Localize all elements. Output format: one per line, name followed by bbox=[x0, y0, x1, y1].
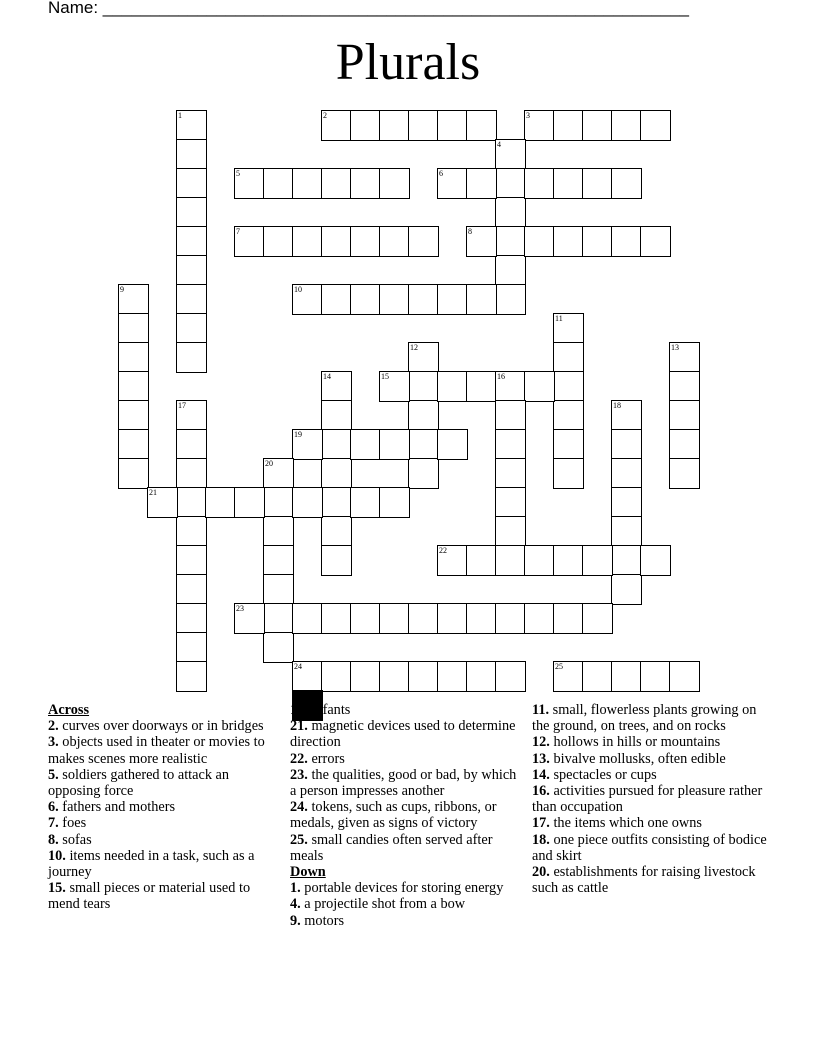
grid-cell[interactable] bbox=[553, 429, 584, 460]
clue-item: 16. activities pursued for pleasure rather than occupation bbox=[532, 783, 763, 816]
grid-cell[interactable] bbox=[321, 284, 352, 315]
grid-cell[interactable] bbox=[466, 603, 497, 634]
clue-item: 6. fathers and mothers bbox=[48, 799, 176, 816]
grid-cell[interactable] bbox=[176, 429, 207, 460]
grid-cell[interactable] bbox=[495, 226, 526, 257]
grid-cell[interactable] bbox=[640, 110, 671, 141]
clue-number: 20 bbox=[265, 459, 273, 468]
grid-cell[interactable] bbox=[611, 661, 642, 692]
grid-cell[interactable] bbox=[611, 226, 642, 257]
clue-item: 25. small candies often served after meals bbox=[290, 831, 493, 864]
grid-cell[interactable] bbox=[408, 371, 439, 402]
grid-cell[interactable] bbox=[350, 487, 381, 518]
clue-item: 4. a projectile shot from a bow bbox=[290, 896, 466, 913]
grid-cell[interactable] bbox=[321, 516, 352, 547]
clue-item: 1. portable devices for storing energy bbox=[290, 880, 504, 897]
clue-number: 7 bbox=[236, 227, 240, 236]
grid-cell[interactable] bbox=[176, 603, 207, 634]
grid-cell[interactable] bbox=[408, 429, 439, 460]
grid-cell[interactable] bbox=[669, 371, 700, 402]
clue-number: 12 bbox=[410, 343, 418, 352]
grid-cell[interactable] bbox=[495, 661, 526, 692]
grid-cell[interactable] bbox=[495, 197, 526, 228]
grid-cell[interactable] bbox=[379, 429, 410, 460]
grid-cell[interactable] bbox=[437, 371, 468, 402]
clue-item: 20. establishments for raising livestock such as cattle bbox=[532, 864, 756, 897]
clue-item: 12. hollows in hills or mountains bbox=[532, 734, 721, 751]
grid-cell[interactable] bbox=[408, 661, 439, 692]
grid-cell[interactable] bbox=[524, 371, 555, 402]
grid-cell[interactable] bbox=[582, 603, 613, 634]
clue-item: 22. errors bbox=[290, 750, 345, 767]
grid-cell[interactable] bbox=[495, 429, 526, 460]
clue-number: 3 bbox=[526, 111, 530, 120]
clue-number: 2 bbox=[323, 111, 327, 120]
grid-cell[interactable] bbox=[176, 516, 207, 547]
clue-number: 4 bbox=[497, 140, 501, 149]
grid-cell[interactable] bbox=[176, 632, 207, 663]
clue-item: 14. spectacles or cups bbox=[532, 766, 657, 783]
grid-cell[interactable] bbox=[553, 168, 584, 199]
grid-cell[interactable] bbox=[118, 400, 149, 431]
grid-cell[interactable] bbox=[379, 110, 410, 141]
grid-cell[interactable] bbox=[466, 545, 497, 576]
grid-cell[interactable] bbox=[524, 168, 555, 199]
clue-number: 11 bbox=[555, 314, 563, 323]
grid-cell[interactable] bbox=[553, 400, 584, 431]
grid-cell[interactable] bbox=[234, 487, 265, 518]
grid-cell[interactable] bbox=[263, 487, 294, 518]
grid-cell[interactable] bbox=[321, 545, 352, 576]
grid-cell[interactable] bbox=[176, 313, 207, 344]
grid-cell[interactable] bbox=[379, 487, 410, 518]
clue-number: 13 bbox=[671, 343, 679, 352]
grid-cell[interactable] bbox=[379, 168, 410, 199]
clue-number: 6 bbox=[439, 169, 443, 178]
grid-cell[interactable] bbox=[118, 429, 149, 460]
grid-cell[interactable] bbox=[640, 226, 671, 257]
grid-cell[interactable] bbox=[466, 661, 497, 692]
grid-cell[interactable] bbox=[118, 458, 149, 489]
grid-cell[interactable] bbox=[176, 255, 207, 286]
grid-cell[interactable] bbox=[466, 110, 497, 141]
grid-cell[interactable] bbox=[669, 400, 700, 431]
grid-cell[interactable] bbox=[292, 226, 323, 257]
clue-item: 9. motors bbox=[290, 912, 345, 929]
grid-cell[interactable] bbox=[669, 458, 700, 489]
grid-cell[interactable] bbox=[292, 487, 323, 518]
clue-number: 16 bbox=[497, 372, 505, 381]
grid-cell[interactable] bbox=[321, 603, 352, 634]
clue-item: 8. sofas bbox=[48, 831, 92, 848]
grid-cell[interactable] bbox=[321, 429, 352, 460]
clue-item: 17. the items which one owns bbox=[532, 815, 702, 832]
grid-cell[interactable] bbox=[176, 284, 207, 315]
clue-number: 17 bbox=[178, 401, 186, 410]
grid-cell[interactable] bbox=[495, 516, 526, 547]
grid-cell[interactable] bbox=[176, 226, 207, 257]
grid-cell[interactable] bbox=[524, 603, 555, 634]
grid-cell[interactable] bbox=[350, 110, 381, 141]
grid-cell[interactable] bbox=[495, 603, 526, 634]
clue-item: 19. infants bbox=[290, 702, 351, 718]
clue-number: 15 bbox=[381, 372, 389, 381]
grid-cell[interactable] bbox=[321, 458, 352, 489]
grid-cell[interactable] bbox=[495, 545, 526, 576]
clue-item: 15. small pieces or material used to mend tears bbox=[48, 880, 251, 913]
grid-cell[interactable] bbox=[292, 168, 323, 199]
grid-cell[interactable] bbox=[553, 458, 584, 489]
grid-cell[interactable] bbox=[176, 168, 207, 199]
clue-number: 23 bbox=[236, 604, 244, 613]
clue-column-1 bbox=[48, 702, 284, 913]
grid-cell[interactable] bbox=[466, 284, 497, 315]
grid-cell[interactable] bbox=[176, 487, 207, 518]
grid-cell[interactable] bbox=[292, 603, 323, 634]
grid-cell[interactable] bbox=[408, 284, 439, 315]
grid-cell[interactable] bbox=[408, 226, 439, 257]
grid-cell[interactable] bbox=[350, 284, 381, 315]
grid-cell[interactable] bbox=[263, 632, 294, 663]
grid-cell[interactable] bbox=[437, 110, 468, 141]
clue-item: 23. the qualities, good or bad, by which a person impresses another bbox=[290, 766, 517, 800]
grid-cell[interactable] bbox=[553, 545, 584, 576]
grid-cell[interactable] bbox=[553, 226, 584, 257]
clue-item: 21. magnetic devices used to determine direction bbox=[290, 718, 516, 751]
grid-cell[interactable] bbox=[205, 487, 236, 518]
grid-cell[interactable] bbox=[437, 284, 468, 315]
grid-cell[interactable] bbox=[553, 603, 584, 634]
grid-cell[interactable] bbox=[524, 226, 555, 257]
grid-cell[interactable] bbox=[118, 371, 149, 402]
grid-cell[interactable] bbox=[611, 110, 642, 141]
grid-cell[interactable] bbox=[379, 603, 410, 634]
clue-item: 18. one piece outfits consisting of bodice and skirt bbox=[532, 831, 767, 864]
grid-cell[interactable] bbox=[495, 458, 526, 489]
grid-cell[interactable] bbox=[669, 661, 700, 692]
clue-number: 10 bbox=[294, 285, 302, 294]
name-field-label: Name: ______________________________________________________________ bbox=[48, 0, 689, 17]
grid-cell[interactable] bbox=[176, 458, 207, 489]
grid-cell[interactable] bbox=[176, 661, 207, 692]
clue-section-heading: Across bbox=[48, 702, 90, 718]
grid-cell[interactable] bbox=[466, 168, 497, 199]
grid-cell[interactable] bbox=[263, 545, 294, 576]
grid-cell[interactable] bbox=[350, 429, 381, 460]
page-title: Plurals bbox=[335, 34, 481, 91]
grid-cell[interactable] bbox=[524, 545, 555, 576]
clue-item: 24. tokens, such as cups, ribbons, or medals, given as signs of victory bbox=[290, 799, 497, 832]
grid-cell[interactable] bbox=[118, 342, 149, 373]
grid-cell[interactable] bbox=[495, 284, 526, 315]
grid-cell[interactable] bbox=[263, 603, 294, 634]
grid-cell[interactable] bbox=[176, 197, 207, 228]
grid-cell[interactable] bbox=[669, 429, 700, 460]
grid-cell[interactable] bbox=[321, 487, 352, 518]
clue-item: 13. bivalve mollusks, often edible bbox=[532, 750, 726, 767]
clue-column-3 bbox=[532, 702, 768, 896]
grid-cell[interactable] bbox=[611, 168, 642, 199]
grid-cell[interactable] bbox=[611, 516, 642, 547]
grid-cell[interactable] bbox=[408, 110, 439, 141]
grid-cell[interactable] bbox=[553, 342, 584, 373]
grid-cell[interactable] bbox=[321, 400, 352, 431]
clue-item: 5. soldiers gathered to attack an opposing force bbox=[48, 766, 230, 800]
grid-cell[interactable] bbox=[495, 400, 526, 431]
grid-cell[interactable] bbox=[350, 226, 381, 257]
grid-cell[interactable] bbox=[321, 226, 352, 257]
clue-number: 19 bbox=[294, 430, 302, 439]
grid-cell[interactable] bbox=[350, 603, 381, 634]
grid-cell[interactable] bbox=[640, 545, 671, 576]
grid-cell[interactable] bbox=[321, 168, 352, 199]
grid-cell[interactable] bbox=[379, 661, 410, 692]
grid-cell[interactable] bbox=[176, 139, 207, 170]
grid-cell[interactable] bbox=[176, 545, 207, 576]
grid-cell[interactable] bbox=[466, 371, 497, 402]
grid-cell[interactable] bbox=[350, 168, 381, 199]
grid-cell[interactable] bbox=[495, 255, 526, 286]
clue-number: 18 bbox=[613, 401, 621, 410]
grid-cell[interactable] bbox=[408, 458, 439, 489]
clue-number: 8 bbox=[468, 227, 472, 236]
grid-cell[interactable] bbox=[321, 661, 352, 692]
grid-cell[interactable] bbox=[611, 429, 642, 460]
grid-cell[interactable] bbox=[582, 661, 613, 692]
clue-section-heading: Down bbox=[290, 864, 326, 881]
clue-item: 2. curves over doorways or in bridges bbox=[48, 718, 264, 735]
grid-cell[interactable] bbox=[611, 487, 642, 518]
grid-cell[interactable] bbox=[350, 661, 381, 692]
clue-item: 3. objects used in theater or movies to makes scenes more realistic bbox=[48, 734, 265, 767]
grid-cell[interactable] bbox=[408, 400, 439, 431]
grid-cell[interactable] bbox=[553, 371, 584, 402]
clue-number: 9 bbox=[120, 285, 124, 294]
grid-cell[interactable] bbox=[408, 603, 439, 634]
clue-column-2 bbox=[290, 702, 526, 929]
grid-cell[interactable] bbox=[437, 661, 468, 692]
grid-cell[interactable] bbox=[437, 603, 468, 634]
grid-cell[interactable] bbox=[118, 313, 149, 344]
grid-cell[interactable] bbox=[263, 516, 294, 547]
grid-cell[interactable] bbox=[176, 574, 207, 605]
grid-cell[interactable] bbox=[553, 110, 584, 141]
clue-number: 24 bbox=[294, 662, 302, 671]
clue-item: 10. items needed in a task, such as a journey bbox=[48, 847, 255, 881]
grid-cell[interactable] bbox=[495, 487, 526, 518]
grid-cell[interactable] bbox=[263, 574, 294, 605]
clue-number: 1 bbox=[178, 111, 182, 120]
grid-cell[interactable] bbox=[379, 226, 410, 257]
clue-item: 11. small, flowerless plants growing on the ground, on trees, and on rocks bbox=[532, 702, 757, 735]
grid-cell[interactable] bbox=[582, 168, 613, 199]
clue-number: 14 bbox=[323, 372, 331, 381]
grid-cell[interactable] bbox=[611, 458, 642, 489]
grid-cell[interactable] bbox=[582, 110, 613, 141]
clue-number: 5 bbox=[236, 169, 240, 178]
grid-cell[interactable] bbox=[263, 226, 294, 257]
grid-cell[interactable] bbox=[582, 545, 613, 576]
clue-number: 25 bbox=[555, 662, 563, 671]
grid-cell[interactable] bbox=[582, 226, 613, 257]
grid-cell[interactable] bbox=[437, 429, 468, 460]
grid-cell[interactable] bbox=[611, 574, 642, 605]
clue-number: 21 bbox=[149, 488, 157, 497]
clue-item: 7. foes bbox=[48, 815, 87, 832]
grid-cell[interactable] bbox=[379, 284, 410, 315]
grid-cell[interactable] bbox=[611, 545, 642, 576]
grid-cell[interactable] bbox=[495, 168, 526, 199]
grid-cell[interactable] bbox=[176, 342, 207, 373]
clue-number: 22 bbox=[439, 546, 447, 555]
grid-cell[interactable] bbox=[640, 661, 671, 692]
grid-cell[interactable] bbox=[263, 168, 294, 199]
